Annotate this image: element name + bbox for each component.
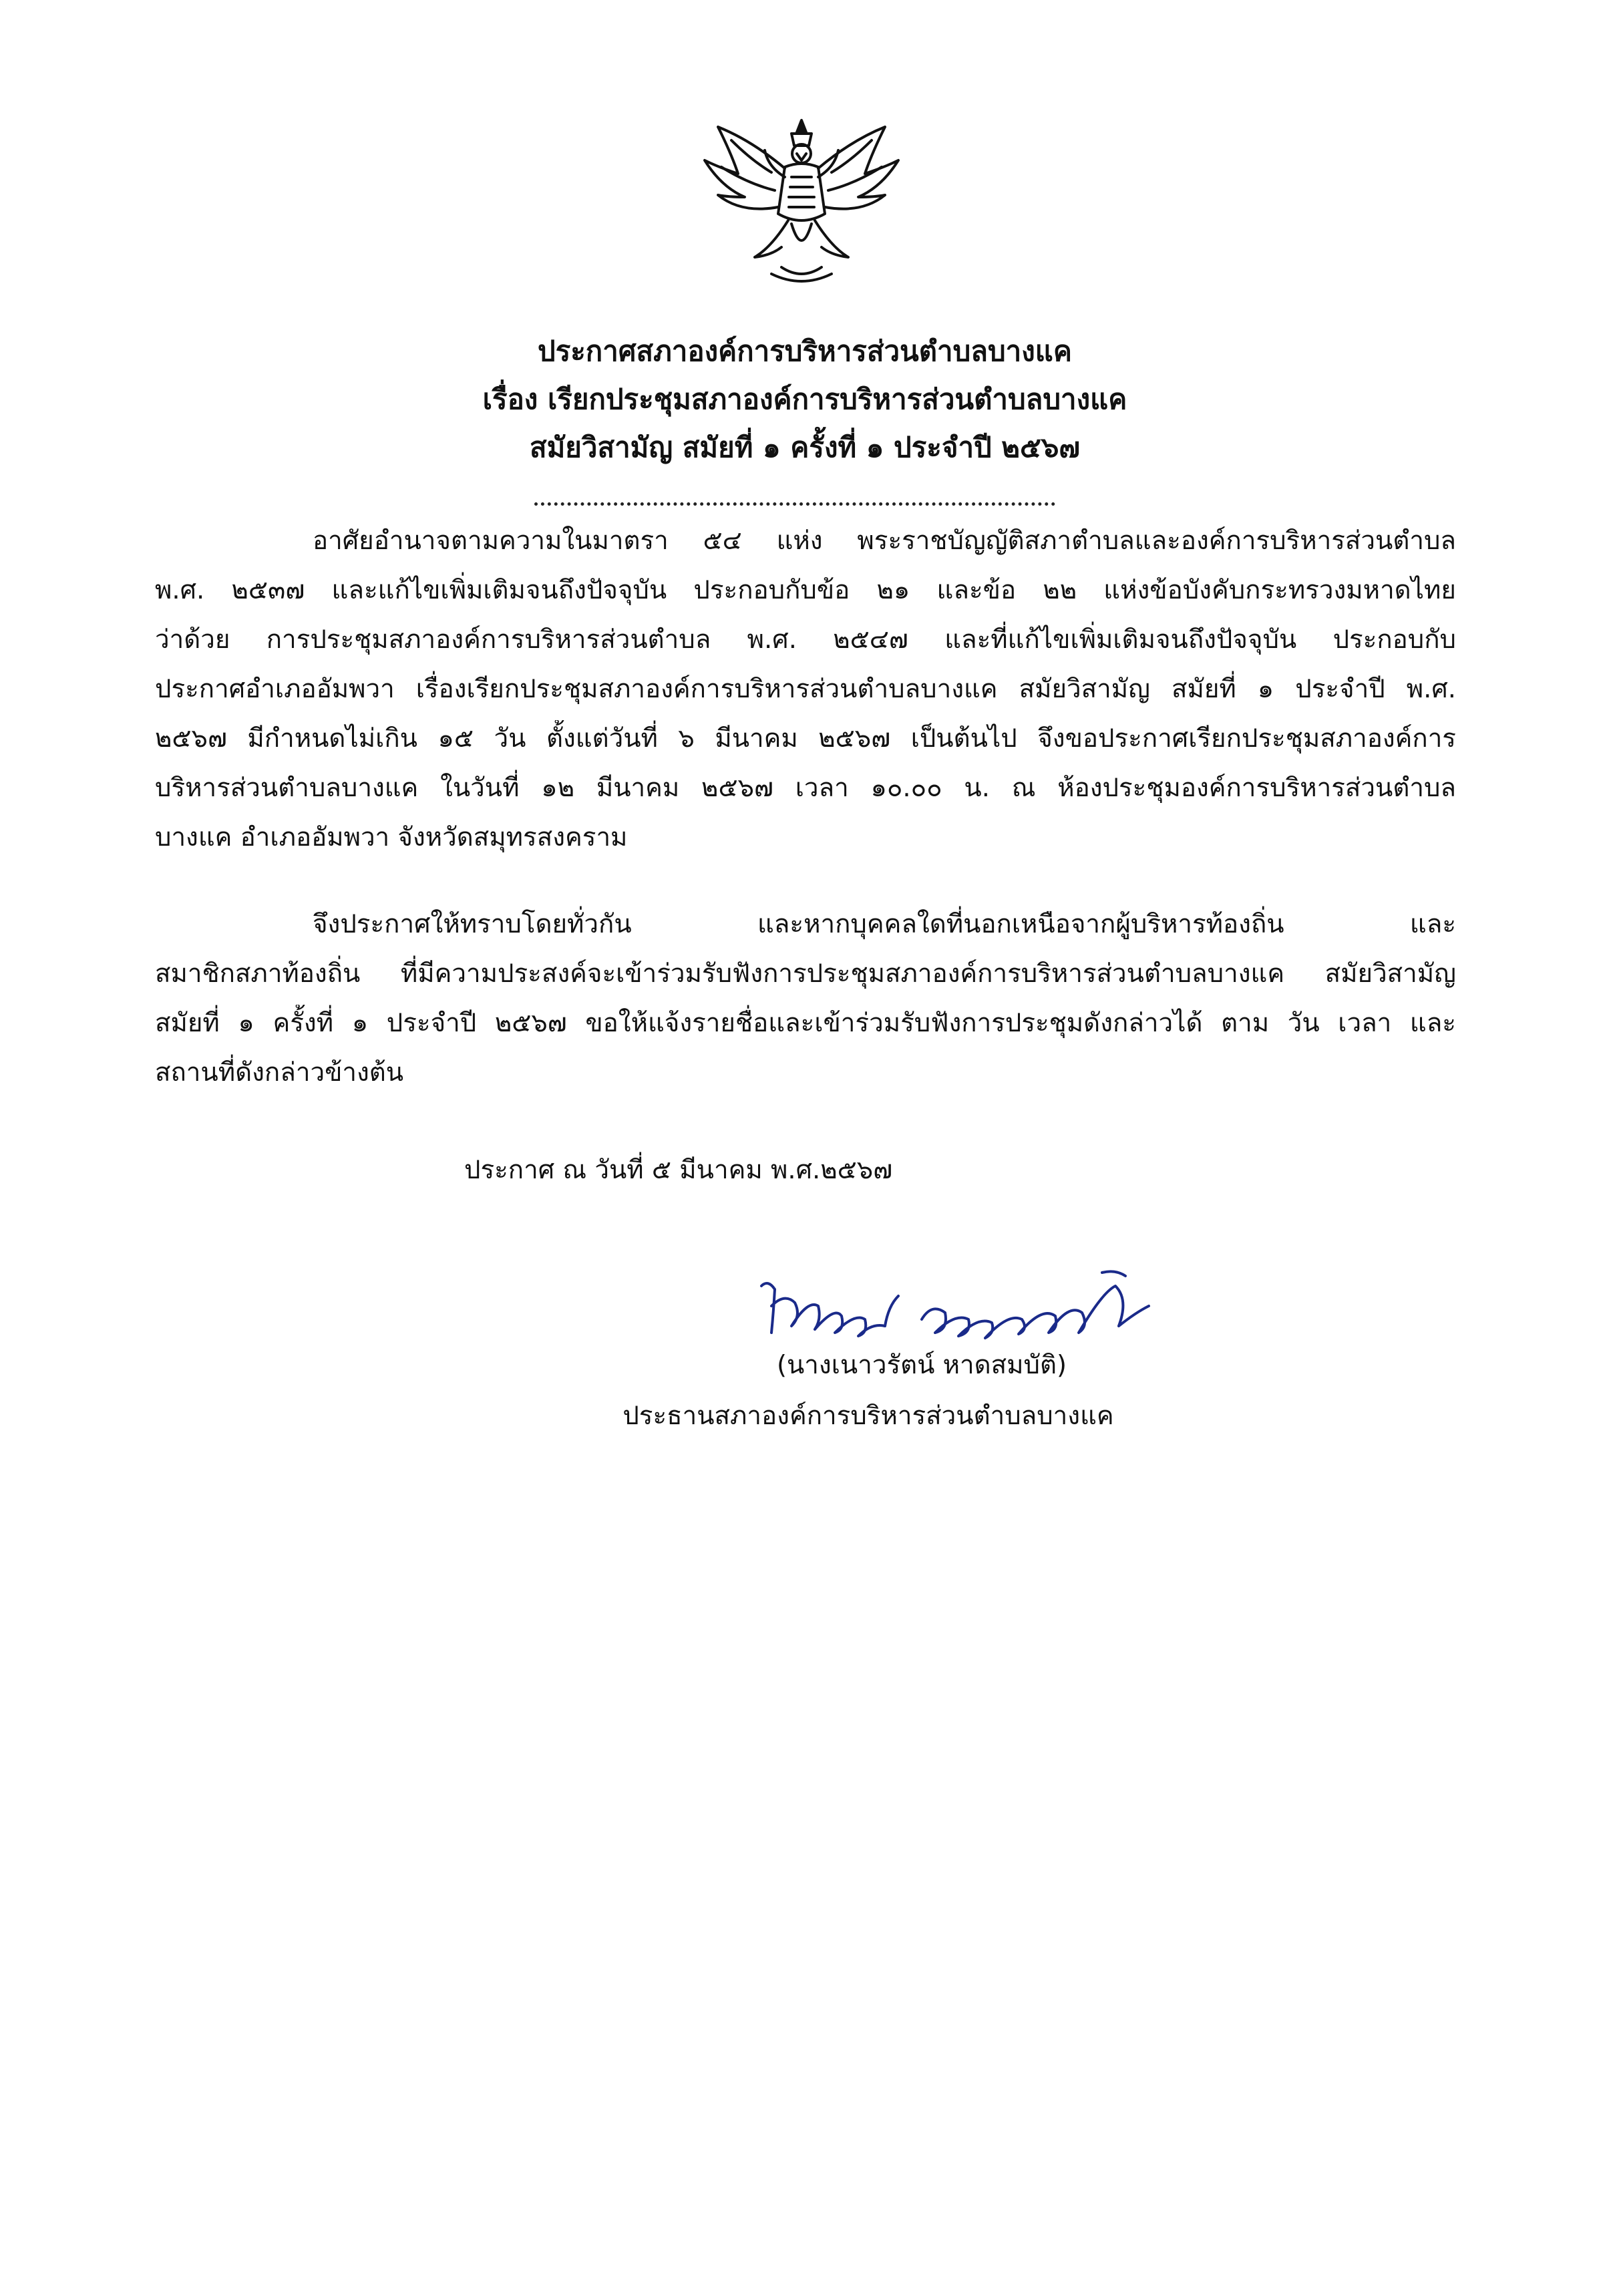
signer-position: ประธานสภาองค์การบริหารส่วนตำบลบางแค bbox=[622, 1401, 1114, 1431]
paragraph-2-line: สมัยที่ ๑ ครั้งที่ ๑ ประจำปี ๒๕๖๗ ขอให้แจ้งรายชื่อและเข้าร่วมรับฟังการประชุมดังกล่าวได้ ตาม วัน เวลา และ bbox=[155, 1008, 1456, 1038]
paragraph-2-line: จึงประกาศให้ทราบโดยทั่วกัน และหากบุคคลใดที่นอกเหนือจากผู้บริหารท้องถิ่น และ bbox=[313, 909, 1456, 939]
paragraph-1-line: ๒๕๖๗ มีกำหนดไม่เกิน ๑๕ วัน ตั้งแต่วันที่ ๖ มีนาคม ๒๕๖๗ เป็นต้นไป จึงขอประกาศเรียกประชุมสภาองค์การ bbox=[155, 723, 1456, 754]
announcement-date: ประกาศ ณ วันที่ ๕ มีนาคม พ.ศ.๒๕๖๗ bbox=[464, 1155, 893, 1185]
paragraph-2-line: สถานที่ดังกล่าวข้างต้น bbox=[155, 1057, 404, 1088]
announcement-subject: เรื่อง เรียกประชุมสภาองค์การบริหารส่วนตำบลบางแค bbox=[482, 383, 1127, 416]
paragraph-1-line: พ.ศ. ๒๕๓๗ และแก้ไขเพิ่มเติมจนถึงปัจจุบัน ประกอบกับข้อ ๒๑ และข้อ ๒๒ แห่งข้อบังคับกระทรวงมหาดไทย bbox=[155, 575, 1456, 605]
announcement-session: สมัยวิสามัญ สมัยที่ ๑ ครั้งที่ ๑ ประจำปี ๒๕๖๗ bbox=[529, 431, 1081, 464]
handwritten-signature bbox=[755, 1266, 1155, 1346]
paragraph-1-line: ประกาศอำเภออัมพวา เรื่องเรียกประชุมสภาองค์การบริหารส่วนตำบลบางแค สมัยวิสามัญ สมัยที่ ๑ ประจำปี พ.ศ. bbox=[155, 674, 1456, 704]
paragraph-1-line: บริหารส่วนตำบลบางแค ในวันที่ ๑๒ มีนาคม ๒๕๖๗ เวลา ๑๐.๐๐ น. ณ ห้องประชุมองค์การบริหารส่วนตำบล bbox=[155, 773, 1456, 803]
dotted-separator bbox=[534, 502, 1055, 506]
paragraph-1-line: อาศัยอำนาจตามความในมาตรา ๕๔ แห่ง พระราชบัญญัติสภาตำบลและองค์การบริหารส่วนตำบล bbox=[313, 526, 1456, 556]
signer-name: (นางเนาวรัตน์ หาดสมบัติ) bbox=[776, 1350, 1067, 1380]
paragraph-2-line: สมาชิกสภาท้องถิ่น ที่มีความประสงค์จะเข้าร่วมรับฟังการประชุมสภาองค์การบริหารส่วนตำบลบางแค สมัยวิสามัญ bbox=[155, 959, 1456, 989]
announcement-title: ประกาศสภาองค์การบริหารส่วนตำบลบางแค bbox=[538, 335, 1072, 367]
paragraph-1-line: ว่าด้วย การประชุมสภาองค์การบริหารส่วนตำบล พ.ศ. ๒๕๔๗ และที่แก้ไขเพิ่มเติมจนถึงปัจจุบัน ประกอบกับ bbox=[155, 625, 1456, 655]
garuda-emblem-icon bbox=[691, 114, 912, 287]
paragraph-1-line: บางแค อำเภออัมพวา จังหวัดสมุทรสงคราม bbox=[155, 822, 628, 852]
